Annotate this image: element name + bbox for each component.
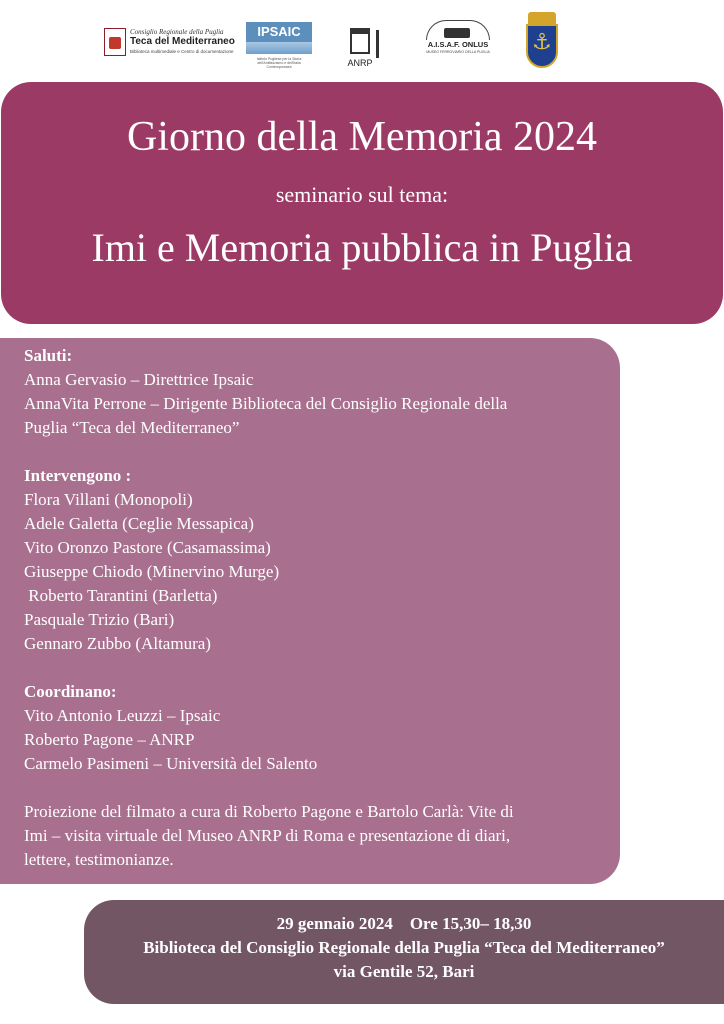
saluti-line: Anna Gervasio – Direttrice Ipsaic (24, 370, 254, 389)
event-venue: Biblioteca del Consiglio Regionale della Puglia “Teca del Mediterraneo” (143, 938, 665, 957)
intervengono-heading: Intervengono : (24, 466, 132, 485)
teca-logo (104, 28, 234, 60)
event-theme: Imi e Memoria pubblica in Puglia (91, 225, 633, 270)
saluti-heading: Saluti: (24, 346, 73, 365)
event-subtitle: seminario sul tema: (275, 182, 449, 207)
locomotive-icon (444, 28, 470, 38)
puglia-crest-icon (104, 28, 126, 56)
anrp-logo (340, 26, 384, 72)
teca-logo-name: Teca del Mediterraneo (130, 36, 235, 47)
ipsaic-logo-subtitle: Istituto Pugliese per la Storia dell'Antifascismo e dell'Italia Contemporanea (256, 57, 302, 69)
proiezione-line: Imi – visita virtuale del Museo ANRP di Roma e presentazione di diari, (24, 826, 511, 845)
coordinator-line: Carmelo Pasimeni – Università del Salento (24, 754, 318, 773)
speaker-line: Adele Galetta (Ceglie Messapica) (24, 514, 254, 533)
program-panel (0, 338, 620, 884)
city-crest-logo (525, 12, 559, 70)
speaker-line: Pasquale Trizio (Bari) (24, 610, 175, 629)
watchtower-icon (350, 28, 370, 54)
coordinator-line: Roberto Pagone – ANRP (24, 730, 195, 749)
title-banner (1, 82, 723, 324)
proiezione-line: lettere, testimonianze. (24, 850, 174, 869)
crown-icon (528, 12, 556, 24)
saluti-line: AnnaVita Perrone – Dirigente Biblioteca del Consiglio Regionale della (24, 394, 508, 413)
aisaf-logo-name: A.I.S.A.F. ONLUS (427, 40, 489, 49)
event-details-banner (84, 900, 724, 1004)
logo-strip (0, 0, 724, 80)
anrp-logo-name: ANRP (347, 58, 373, 68)
speaker-line: Flora Villani (Monopoli) (24, 490, 193, 509)
ipsaic-logo (246, 22, 312, 69)
coordinator-line: Vito Antonio Leuzzi – Ipsaic (24, 706, 221, 725)
coordinano-heading: Coordinano: (24, 682, 117, 701)
aisaf-logo (422, 20, 494, 68)
event-title: Giorno della Memoria 2024 (126, 114, 598, 160)
ipsaic-logo-name: IPSAIC (246, 22, 312, 42)
speaker-line: Vito Oronzo Pastore (Casamassima) (24, 538, 271, 557)
teca-logo-institution: Consiglio Regionale della Puglia (130, 28, 224, 36)
speaker-line: Giuseppe Chiodo (Minervino Murge) (24, 562, 280, 581)
teca-logo-subtitle: Biblioteca multimediale e Centro di documentazione (130, 49, 234, 54)
event-date-time: 29 gennaio 2024 Ore 15,30– 18,30 (276, 914, 532, 933)
ipsaic-building-icon (246, 42, 312, 54)
saluti-line: Puglia “Teca del Mediterraneo” (24, 418, 240, 437)
speaker-line: Roberto Tarantini (Barletta) (24, 586, 218, 605)
event-address: via Gentile 52, Bari (333, 962, 475, 981)
proiezione-line: Proiezione del filmato a cura di Roberto Pagone e Bartolo Carlà: Vite di (24, 802, 514, 821)
speaker-line: Gennaro Zubbo (Altamura) (24, 634, 211, 653)
aisaf-logo-subtitle: MUSEO FERROVIARIO DELLA PUGLIA (426, 50, 490, 54)
anchor-icon: ⚓ (532, 30, 552, 55)
anrp-bar-icon (376, 30, 379, 58)
